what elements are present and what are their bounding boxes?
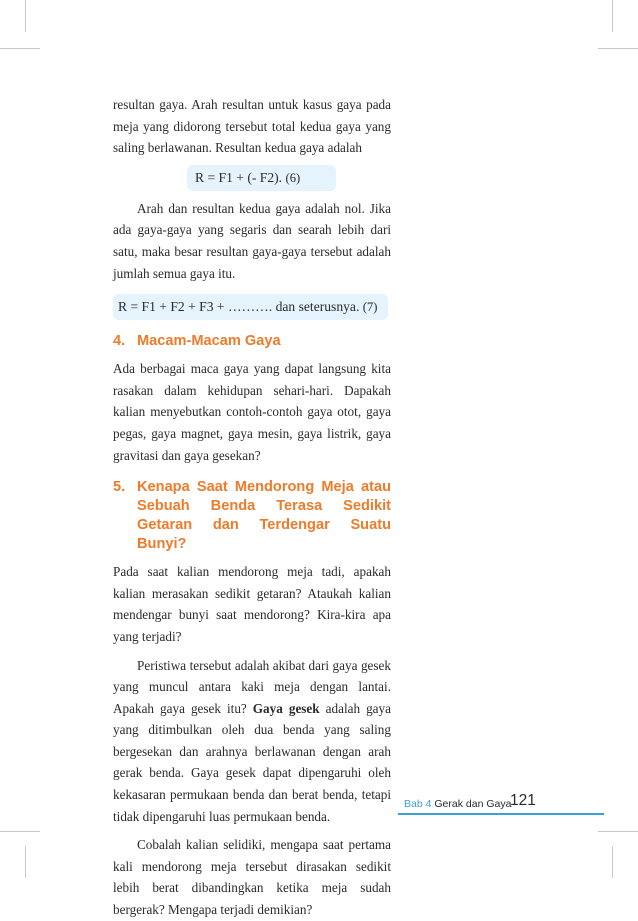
paragraph: Cobalah kalian selidiki, mengapa saat pertama kali mendorong meja tersebut dirasakan sedikit lebih berat dibandingkan ketika meja sudah bergerak? Mengapa terjadi demikian?: [113, 837, 391, 918]
formula-text: R = F1 + F2 + F3 + ………. dan seterusnya.: [118, 299, 360, 315]
section-number: 4.: [113, 333, 126, 350]
paragraph: Arah dan resultan kedua gaya adalah nol. Jika ada gaya-gaya yang segaris dan searah lebih dari satu, maka besar resultan gaya-gaya tersebut adalah jumlah semua gaya itu.: [113, 200, 391, 281]
paragraph-text: adalah gaya yang ditimbulkan oleh dua benda yang saling bergesekan dan arahnya berlawanan dengan arah gerak benda. Gaya gesek dapat dipengaruhi oleh kekasaran permukaan benda dan berat benda, tetapi tidak dipengaruhi luas permukaan benda.: [113, 700, 391, 824]
footer-rule: [398, 813, 604, 815]
crop-mark: [612, 0, 613, 32]
section-title: Kenapa Saat Mendorong Meja atau Sebuah Benda Terasa Sedikit Getaran dan Terdengar Suatu Bunyi?: [137, 479, 391, 553]
crop-mark: [25, 846, 26, 878]
page-footer: [398, 792, 604, 818]
formula-box: [187, 165, 336, 191]
equation-number: (7): [362, 300, 378, 315]
bold-term: Gaya gesek: [252, 700, 320, 716]
page-number: 121: [510, 792, 536, 809]
section-title: Macam-Macam Gaya: [137, 333, 281, 350]
formula-text: R = F1 + (- F2).: [195, 169, 283, 185]
crop-mark: [612, 846, 613, 878]
section-number: 5.: [113, 479, 126, 496]
crop-mark: [0, 831, 40, 832]
chapter-number: Bab 4: [404, 798, 432, 810]
chapter-label: [404, 798, 511, 810]
crop-mark: [598, 48, 638, 49]
paragraph-text: Peristiwa tersebut adalah akibat dari gaya gesek yang muncul antara kaki meja dengan lantai. Apakah gaya gesek itu?: [113, 657, 391, 716]
page-content: [113, 94, 391, 921]
paragraph: Ada berbagai maca gaya yang dapat langsung kita rasakan dalam kehidupan sehari-hari. Dapakah kalian menyebutkan contoh-contoh gaya otot, gaya pegas, gaya magnet, gaya mesin, gaya listrik, gaya gravitasi dan gaya gesekan?: [113, 361, 391, 463]
chapter-title: Gerak dan Gaya: [434, 798, 512, 810]
crop-mark: [25, 0, 26, 32]
formula-box: [113, 294, 388, 320]
equation-number: (6): [285, 170, 301, 185]
paragraph: [113, 655, 391, 828]
crop-mark: [0, 48, 40, 49]
paragraph: resultan gaya. Arah resultan untuk kasus gaya pada meja yang didorong tersebut total kedua gaya yang saling berlawanan. Resultan kedua gaya adalah: [113, 97, 391, 156]
section-heading: [113, 332, 391, 351]
crop-mark: [598, 831, 638, 832]
section-heading: [113, 478, 391, 554]
paragraph: Pada saat kalian mendorong meja tadi, apakah kalian merasakan sedikit getaran? Ataukah kalian mendengar bunyi saat mendorong? Kira-kira apa yang terjadi?: [113, 564, 391, 644]
